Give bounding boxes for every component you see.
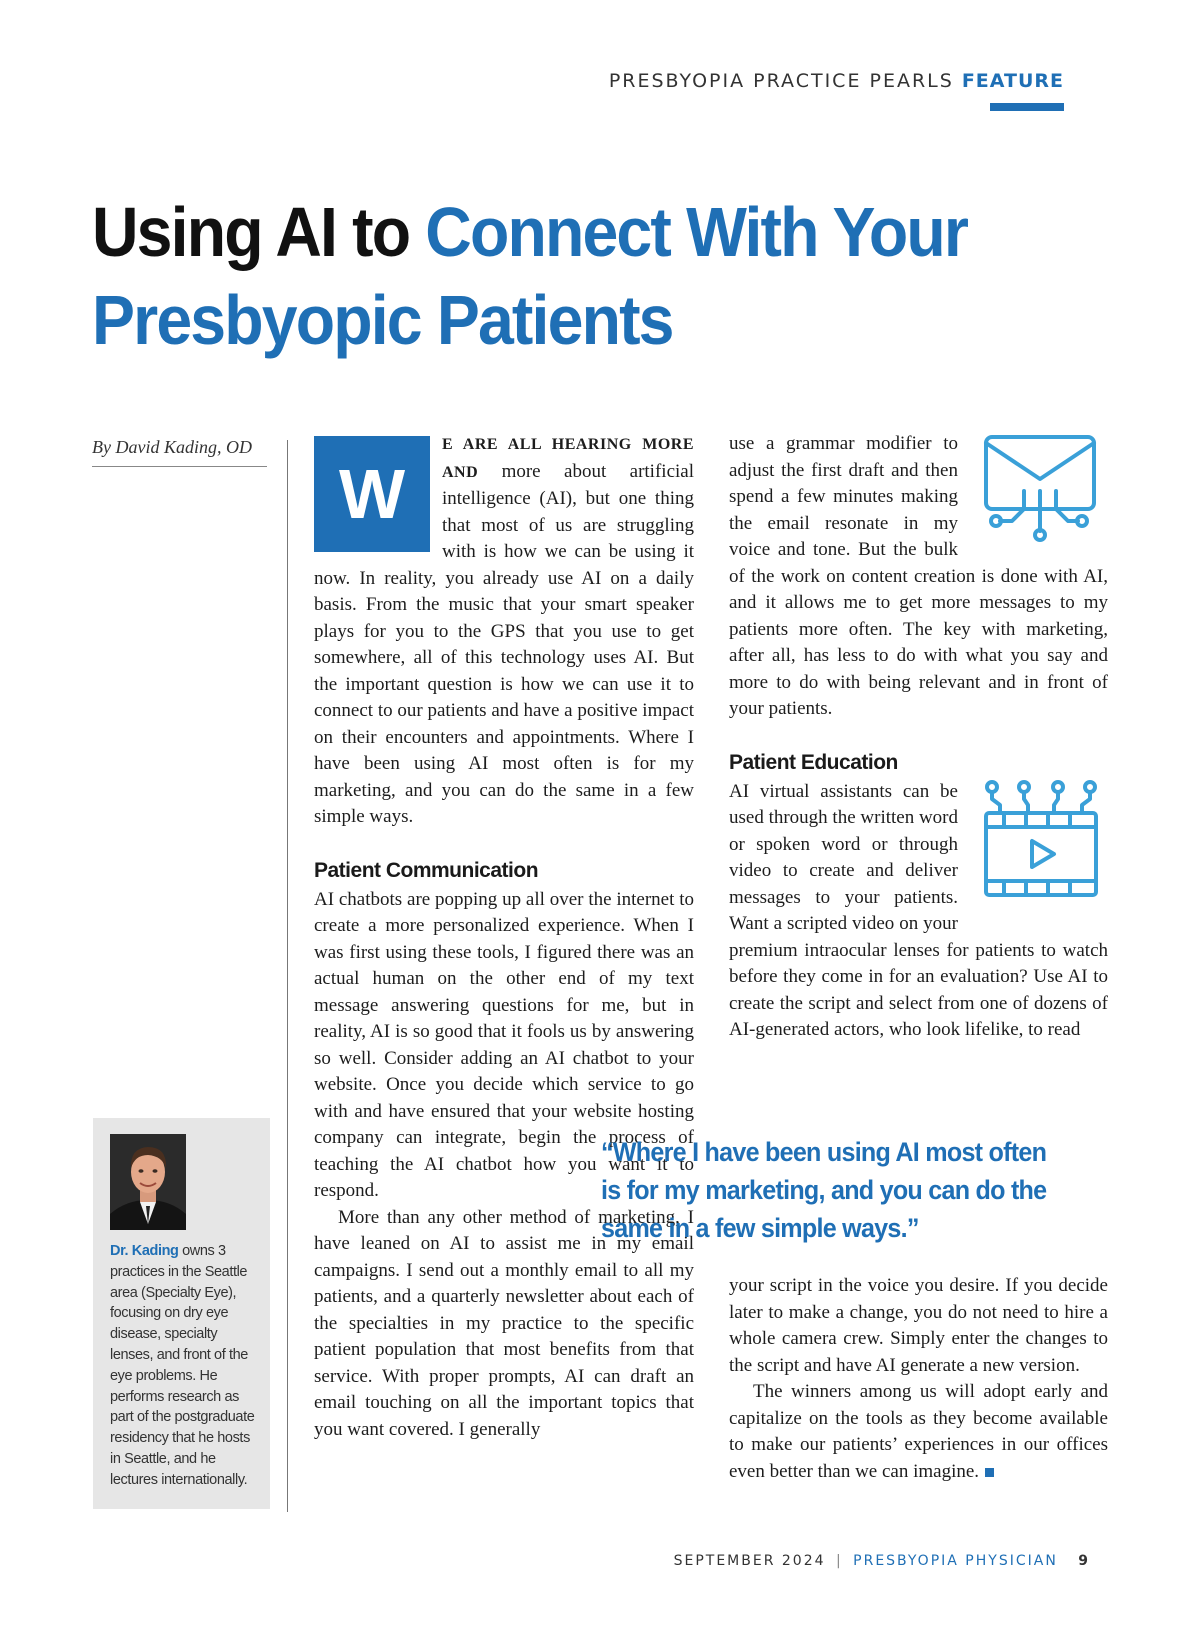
article-title xyxy=(92,188,1012,364)
intro-text: more about artificial intelligence (AI), but one thing that most of us are struggling with is how we can be using it now. In reality, you already use AI on a daily basis. From the music that your smart speaker plays for you to the GPS that you use to get somewhere, all of this technology uses AI. But the important question is how we can use it to connect to our patients and have a positive impact on their encounters and appointments. Where I have been using AI most often is for my marketing, and you can do the same in a few simple ways. xyxy=(314,460,694,827)
issue-date: SEPTEMBER 2024 xyxy=(673,1553,826,1569)
byline: By David Kading, OD xyxy=(92,437,267,467)
education-paragraph-2: your script in the voice you desire. If you decide later to make a change, you do not need to hire a whole camera crew. Simply enter the changes to the script and have AI generate a new version. xyxy=(729,1275,1108,1376)
section-label: PRESBYOPIA PRACTICE PEARLS xyxy=(608,70,954,92)
footer-separator: | xyxy=(835,1553,843,1569)
title-blue-line1: Connect With Your xyxy=(425,193,968,271)
education-paragraph-1 xyxy=(729,779,1108,1044)
page-footer xyxy=(674,1553,1088,1569)
subhead-patient-communication: Patient Communication xyxy=(314,858,539,882)
column2-paragraph-1 xyxy=(729,431,1108,723)
education-paragraph-3 xyxy=(729,1379,1108,1485)
page-number: 9 xyxy=(1078,1553,1088,1569)
bio-text: owns 3 practices in the Seattle area (Specialty Eye), focusing on dry eye disease, specialty lenses, and front of the eye problems. He performs research as part of the postgraduate residency that he hosts in Seattle, and he lectures internationally. xyxy=(110,1243,255,1488)
title-black: Using AI to xyxy=(92,193,410,271)
author-bio xyxy=(110,1241,260,1491)
lead-caps: E ARE ALL HEARING MORE AND xyxy=(442,436,694,481)
article-column-2-lower xyxy=(729,1273,1108,1485)
column-rule xyxy=(287,440,288,1512)
column2-text-1: use a grammar modifier to adjust the first draft and then spend a few minutes making the email resonate in my voice and tone. But the bulk of the work on content creation is done with AI, and it allows me to get more messages to my patients more often. The key with marketing, after all, has less to do with what you say and more to do with being relevant and in front of your patients. xyxy=(729,433,1108,719)
intro-paragraph xyxy=(314,431,694,831)
education-text-3: The winners among us will adopt early and capitalize on the tools as they become available to make our patients’ experiences in our offices even better than we can imagine. xyxy=(729,1381,1108,1482)
feature-underline xyxy=(990,103,1064,111)
subhead-patient-education: Patient Education xyxy=(729,750,898,774)
author-photo xyxy=(110,1134,186,1230)
pull-quote: “Where I have been using AI most often is for my marketing, and you can do the same in a few simple ways.” xyxy=(601,1137,1047,1243)
article-column-1 xyxy=(314,431,694,1443)
dropcap: W xyxy=(314,436,430,552)
title-blue-line2: Presbyopic Patients xyxy=(92,281,673,359)
email-circuit-icon xyxy=(978,431,1108,556)
feature-tag: FEATURE xyxy=(961,70,1064,92)
communication-paragraph-2: More than any other method of marketing, I have leaned on AI to assist me in my email campaigns. I send out a monthly email to all my patients, and a quarterly newsletter about each of the specialties in my practice to the specific patient population that most benefits from that service. With proper prompts, AI can draft an email touching on all the important topics that you want covered. I generally xyxy=(314,1206,694,1440)
author-name: Dr. Kading xyxy=(110,1243,179,1259)
end-mark xyxy=(985,1468,994,1477)
communication-text-1: AI chatbots are popping up all over the internet to create a more personalized experience. When I was first using these tools, I figured there was an actual human on the other end of my text message answering questions for me, but in reality, AI is so good that it fools us by answering so well. Consider adding an AI chatbot to your website. Once you decide which service to go with and have ensured that your website hosting company can integrate, begin the process of teaching the AI chatbot how you want it to respond. xyxy=(314,888,694,1201)
education-text-1: AI virtual assistants can be used through the written word or spoken word or through video to create and deliver messages to your patients. Want a scripted video on your premium intraocular lenses for patients to watch before they come in for an evaluation? Use AI to create the script and select from one of dozens of AI-generated actors, who look lifelike, to read xyxy=(729,780,1108,1040)
video-circuit-icon xyxy=(978,779,1108,908)
article-column-2 xyxy=(729,431,1108,1044)
publication-name: PRESBYOPIA PHYSICIAN xyxy=(853,1553,1058,1569)
running-head xyxy=(609,70,1064,92)
